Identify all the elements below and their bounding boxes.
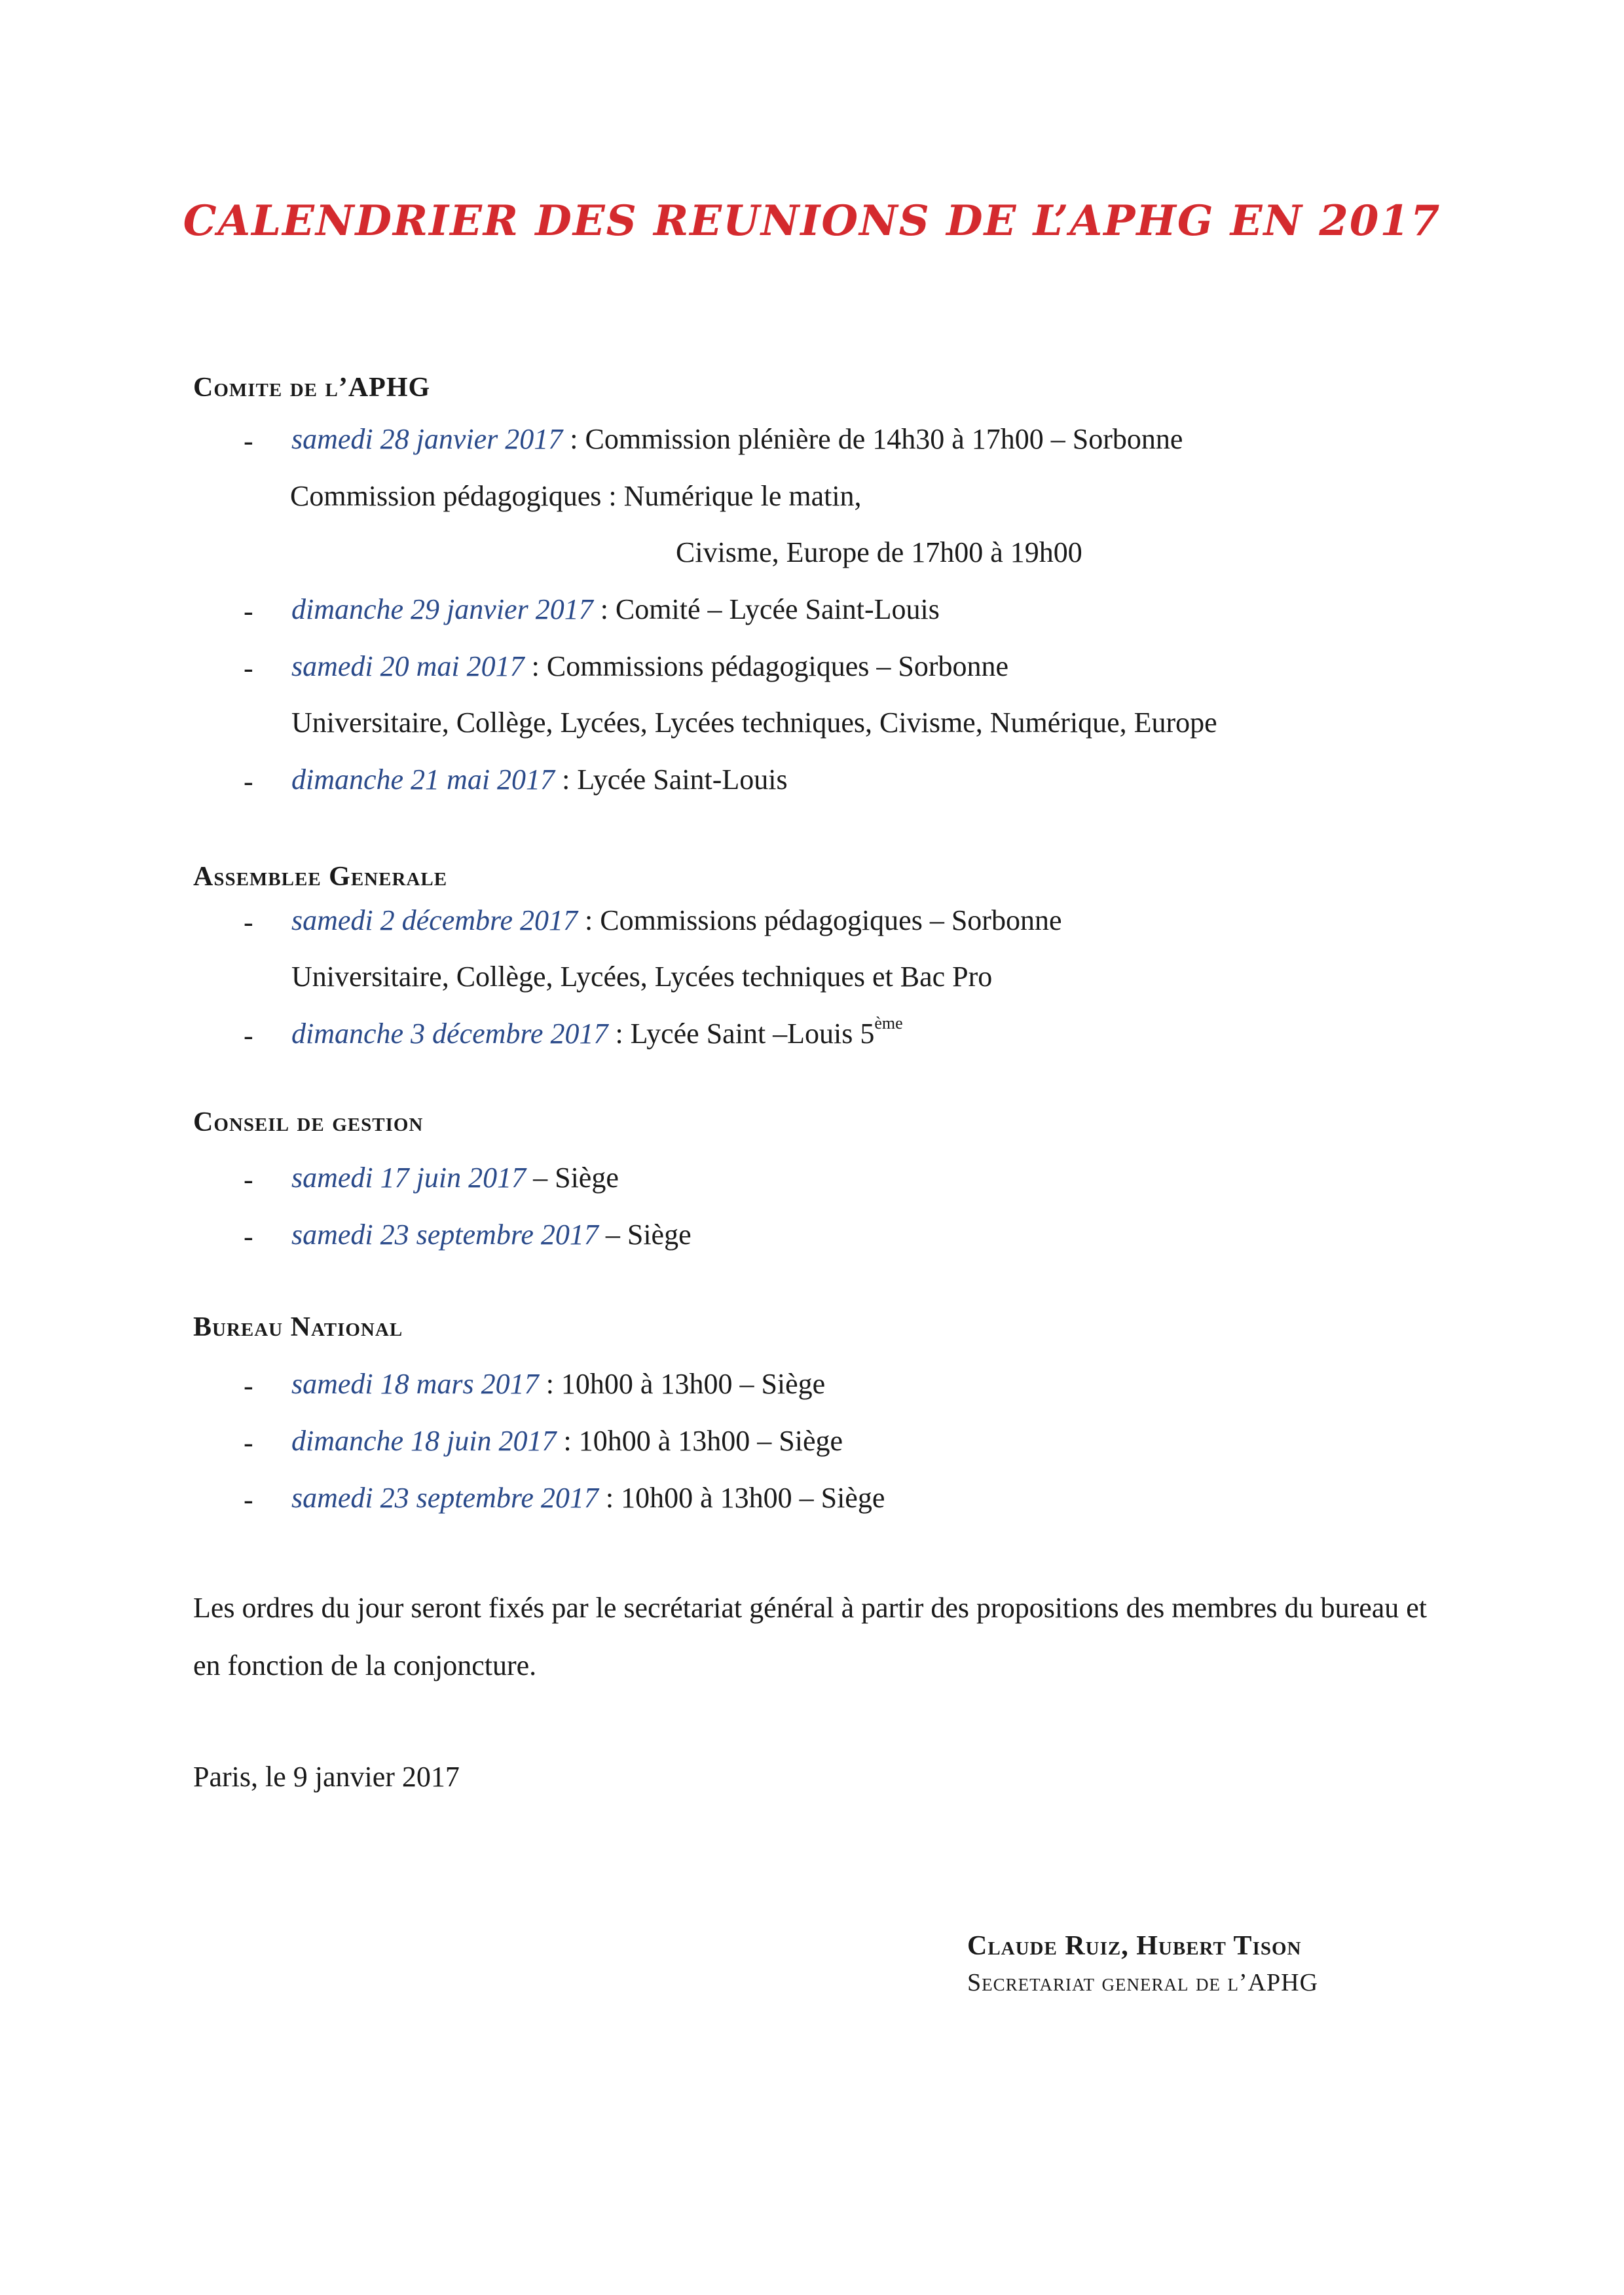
list-bullet: - [244, 1370, 253, 1402]
meeting-date: samedi 23 septembre 2017 [291, 1482, 599, 1514]
list-item-continuation: Universitaire, Collège, Lycées, Lycées techniques et Bac Pro [291, 961, 993, 993]
signature-names: Claude Ruiz, Hubert Tison [967, 1931, 1302, 1961]
list-item [291, 763, 788, 796]
section-heading-assemblee: Assemblee Generale [193, 862, 448, 892]
list-bullet: - [244, 595, 253, 627]
meeting-date: dimanche 21 mai 2017 [291, 763, 555, 796]
meeting-date: samedi 20 mai 2017 [291, 650, 525, 682]
list-item [291, 593, 940, 626]
meeting-date: dimanche 18 juin 2017 [291, 1425, 557, 1457]
list-item [291, 1014, 903, 1050]
superscript: ème [874, 1014, 903, 1033]
list-item [291, 1367, 825, 1401]
meeting-date: samedi 2 décembre 2017 [291, 904, 578, 936]
list-bullet: - [244, 1164, 253, 1196]
meeting-date: samedi 23 septembre 2017 [291, 1219, 599, 1251]
list-bullet: - [244, 1427, 253, 1459]
list-item [291, 1424, 843, 1458]
list-item [291, 1161, 619, 1194]
meeting-date: samedi 28 janvier 2017 [291, 423, 563, 455]
meeting-date: dimanche 3 décembre 2017 [291, 1018, 608, 1050]
list-bullet: - [244, 425, 253, 457]
closing-paragraph: Les ordres du jour seront fixés par le secrétariat général à partir des propositions des membres du bureau et en fonction de la conjoncture. [193, 1592, 1428, 1681]
meeting-details: : Commissions pédagogiques – Sorbonne [524, 650, 1009, 682]
list-item [291, 1481, 885, 1515]
meeting-details: : 10h00 à 13h00 – Siège [598, 1482, 885, 1514]
document-title: CALENDRIER DES REUNIONS DE L’APHG EN 2017 [183, 196, 1441, 246]
section-heading-conseil: Conseil de gestion [193, 1107, 424, 1137]
list-bullet: - [244, 906, 253, 938]
section-heading-comite: Comite de l’APHG [193, 373, 431, 403]
list-item-continuation: Universitaire, Collège, Lycées, Lycées techniques, Civisme, Numérique, Europe [291, 707, 1217, 739]
list-bullet: - [244, 765, 253, 798]
meeting-details: : Lycée Saint-Louis [555, 763, 788, 796]
meeting-details: : 10h00 à 13h00 – Siège [538, 1368, 826, 1400]
meeting-details: : Comité – Lycée Saint-Louis [593, 593, 940, 625]
list-item [291, 650, 1008, 683]
section-heading-bureau: Bureau National [193, 1312, 403, 1342]
meeting-date: dimanche 29 janvier 2017 [291, 593, 593, 625]
list-bullet: - [244, 652, 253, 684]
meeting-date: samedi 18 mars 2017 [291, 1368, 539, 1400]
meeting-details: : 10h00 à 13h00 – Siège [556, 1425, 843, 1457]
list-bullet: - [244, 1221, 253, 1253]
list-bullet: - [244, 1019, 253, 1052]
list-item [291, 904, 1061, 937]
meeting-date: samedi 17 juin 2017 [291, 1162, 526, 1194]
place-date: Paris, le 9 janvier 2017 [193, 1761, 460, 1793]
list-item [291, 422, 1183, 456]
list-bullet: - [244, 1484, 253, 1516]
list-item-continuation: Commission pédagogiques : Numérique le matin, [290, 480, 862, 512]
meeting-details: – Siège [526, 1162, 619, 1194]
meeting-details: : Lycée Saint –Louis 5 [608, 1018, 875, 1050]
list-item-continuation: Civisme, Europe de 17h00 à 19h00 [676, 536, 1082, 568]
meeting-details: : Commission plénière de 14h30 à 17h00 – Sorbonne [563, 423, 1183, 455]
meeting-details: – Siège [598, 1219, 692, 1251]
list-item [291, 1218, 692, 1251]
meeting-details: : Commissions pédagogiques – Sorbonne [578, 904, 1062, 936]
signature-role: Secretariat general de l’APHG [967, 1969, 1319, 1996]
